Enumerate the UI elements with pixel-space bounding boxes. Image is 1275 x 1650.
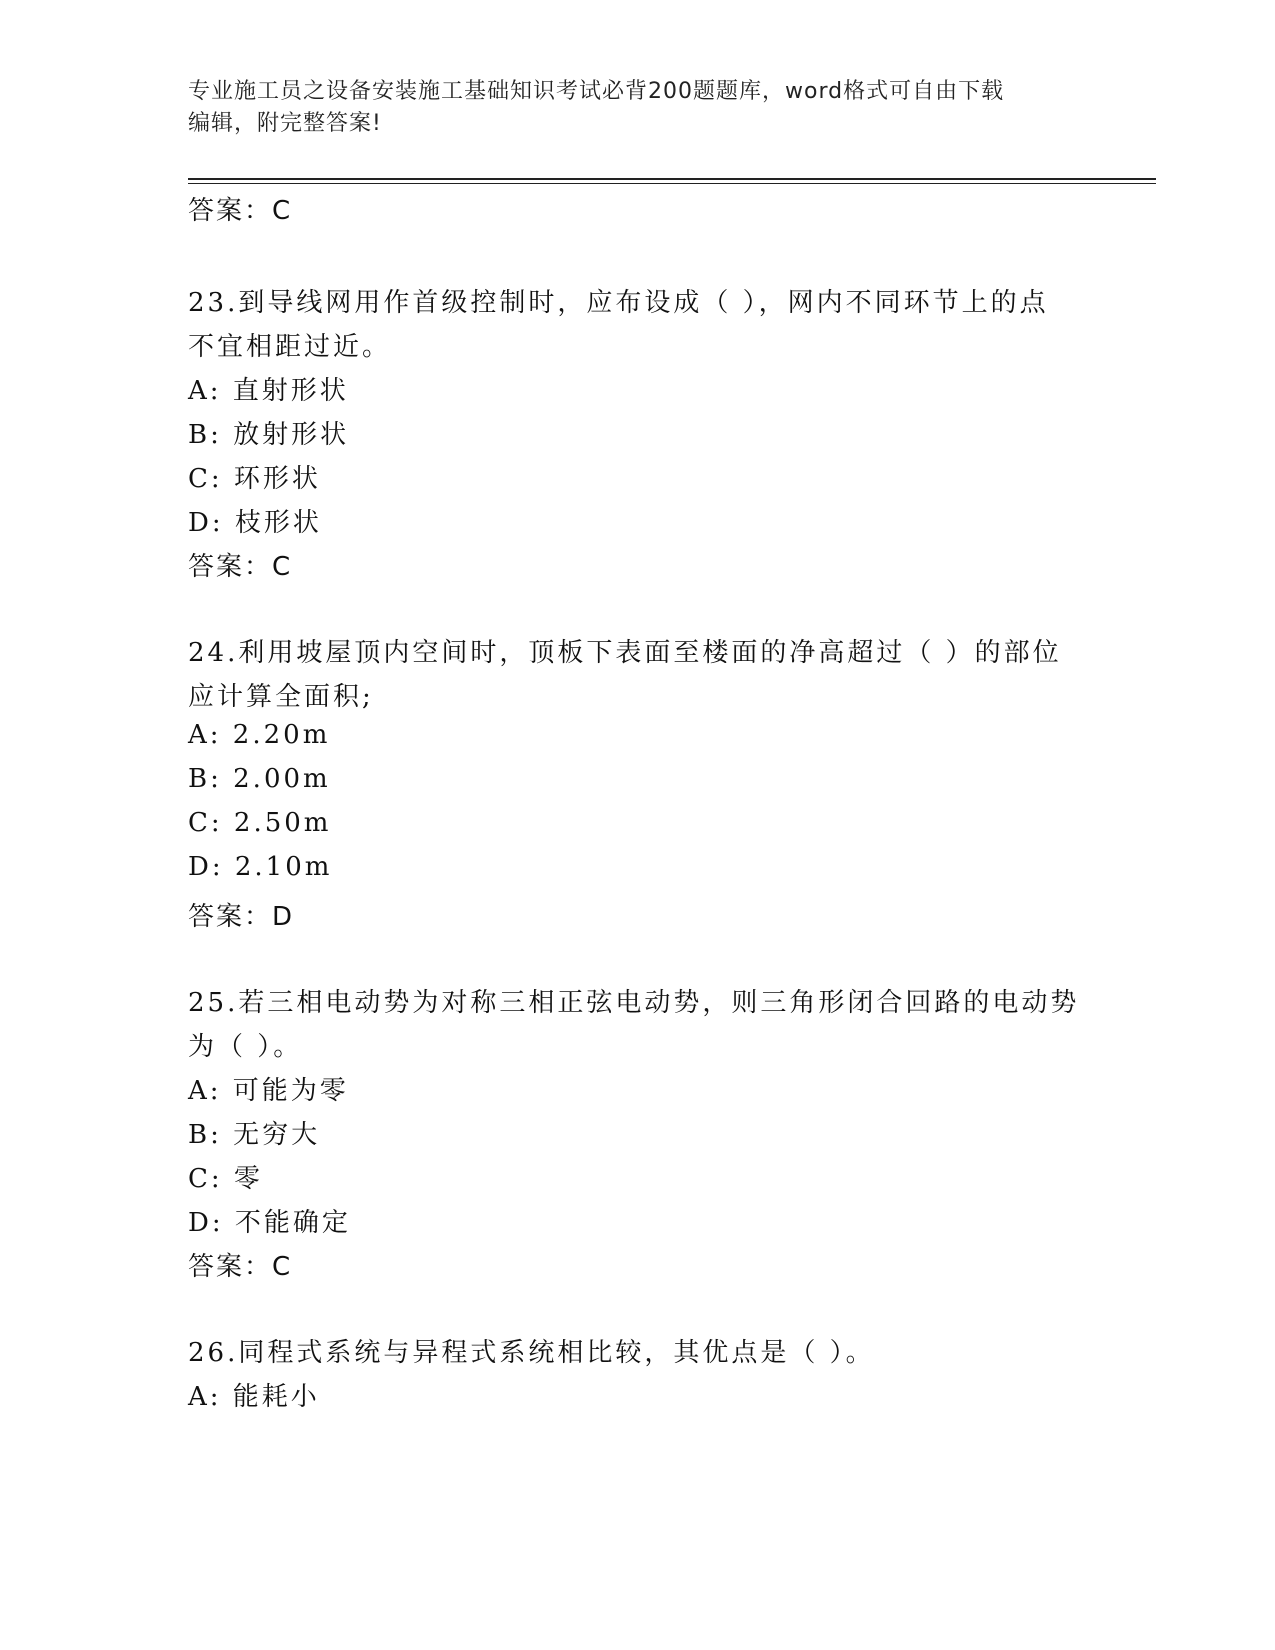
question-26-option-a: A: 能耗小 bbox=[188, 1382, 320, 1412]
question-24-option-b: B: 2.00m bbox=[188, 764, 331, 794]
question-24-stem-line-2: 应计算全面积; bbox=[188, 682, 374, 712]
question-25-option-b: B: 无穷大 bbox=[188, 1120, 321, 1150]
question-23-stem-line-2: 不宜相距过近。 bbox=[188, 332, 392, 362]
header-rule-thin bbox=[188, 183, 1156, 184]
header-line-1: 专业施工员之设备安装施工基础知识考试必背200题题库，word格式可自由下载 bbox=[188, 79, 1005, 104]
question-25-answer: 答案：C bbox=[188, 1252, 293, 1282]
question-25-option-a: A: 可能为零 bbox=[188, 1076, 349, 1106]
question-25-option-c: C: 零 bbox=[188, 1164, 263, 1194]
question-23-stem-line-1: 23.到导线网用作首级控制时，应布设成（ ），网内不同环节上的点 bbox=[188, 288, 1049, 318]
question-23-option-c: C: 环形状 bbox=[188, 464, 321, 494]
question-23-option-a: A: 直射形状 bbox=[188, 376, 349, 406]
question-25-stem-line-1: 25.若三相电动势为对称三相正弦电动势，则三角形闭合回路的电动势 bbox=[188, 988, 1080, 1018]
question-25-stem-line-2: 为（ ）。 bbox=[188, 1032, 303, 1062]
header-rule-thick bbox=[188, 178, 1156, 180]
header-line-2: 编辑，附完整答案! bbox=[188, 111, 382, 136]
question-24-option-c: C: 2.50m bbox=[188, 808, 332, 838]
question-25-option-d: D: 不能确定 bbox=[188, 1208, 351, 1238]
document-header bbox=[188, 76, 1088, 140]
question-24-stem-line-1: 24.利用坡屋顶内空间时，顶板下表面至楼面的净高超过（ ）的部位 bbox=[188, 638, 1062, 668]
question-23-answer: 答案：C bbox=[188, 552, 293, 582]
question-23-option-b: B: 放射形状 bbox=[188, 420, 350, 450]
question-24-answer: 答案：D bbox=[188, 902, 295, 932]
question-26-stem-line-1: 26.同程式系统与异程式系统相比较，其优点是（ ）。 bbox=[188, 1338, 875, 1368]
question-24-option-a: A: 2.20m bbox=[188, 720, 331, 750]
answer-prev: 答案：C bbox=[188, 196, 293, 226]
question-23-option-d: D: 枝形状 bbox=[188, 508, 322, 538]
question-24-option-d: D: 2.10m bbox=[188, 852, 333, 882]
